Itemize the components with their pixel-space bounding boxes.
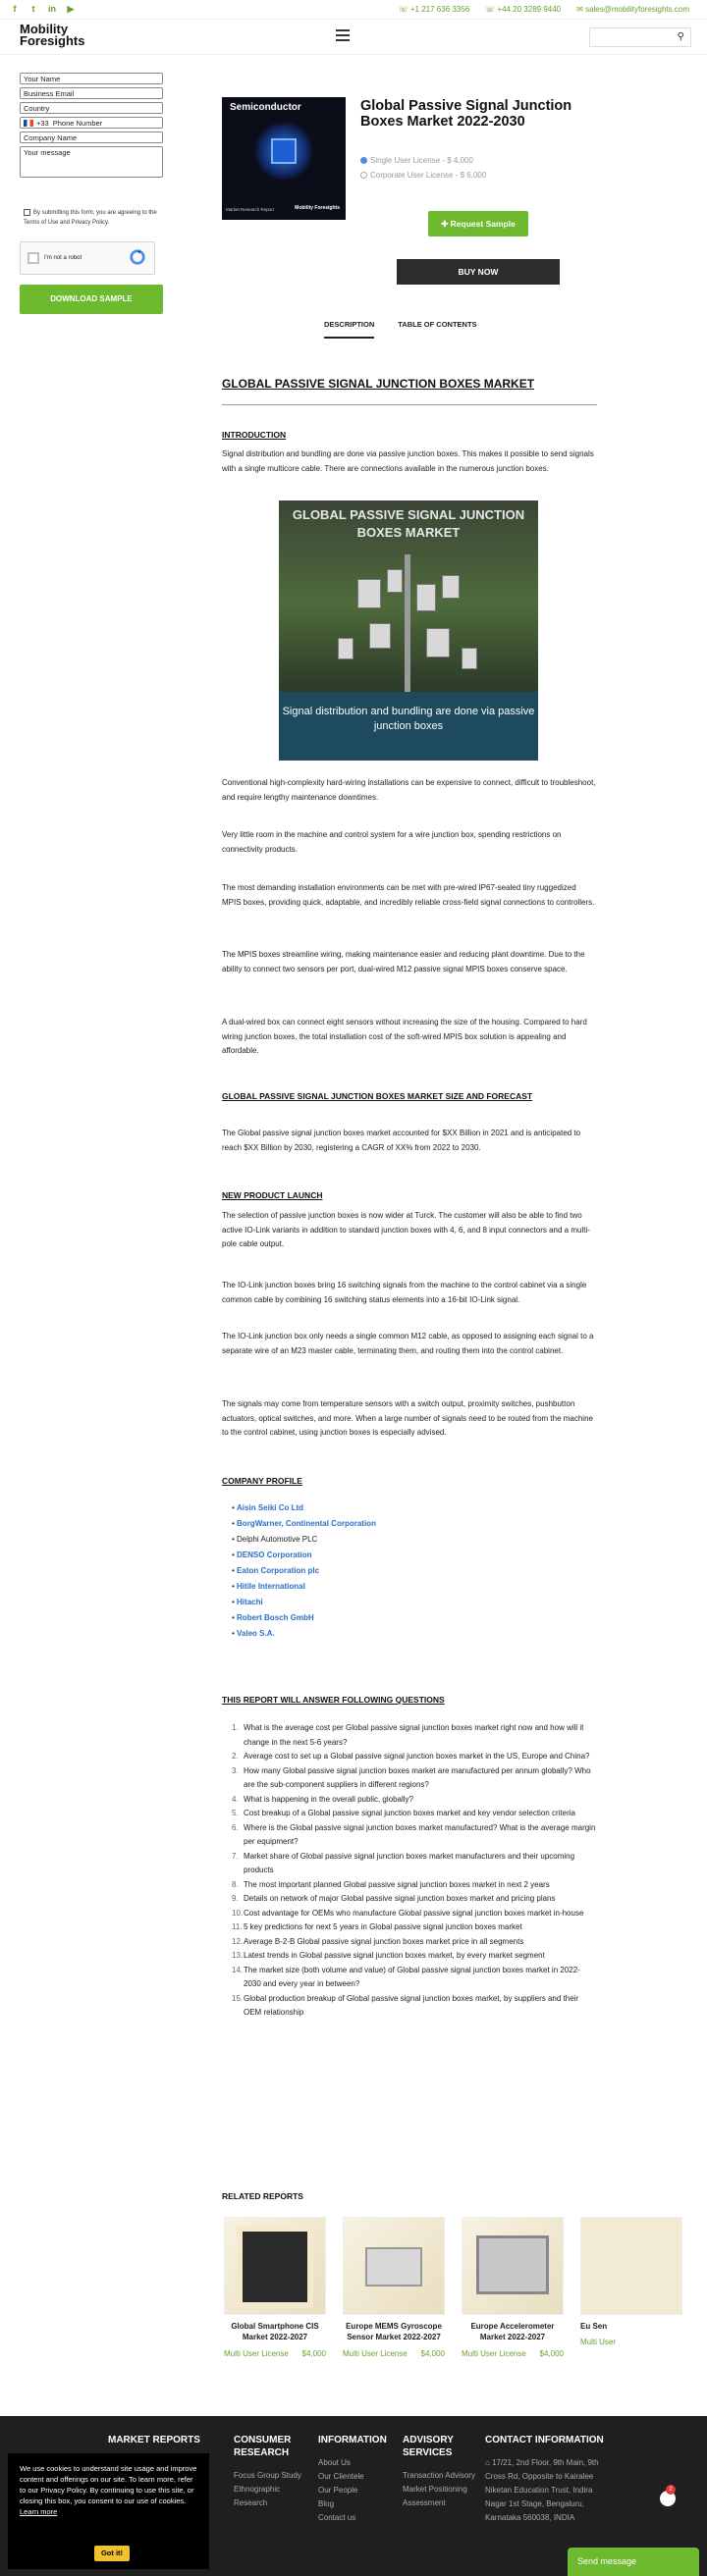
request-sample-button[interactable]: ✚ Request Sample (428, 211, 528, 237)
cover-footer: Market Research Report (226, 207, 275, 212)
paragraph: The signals may come from temperature sensors with a switch output, proximity switches, pushbutton actuators, optical switches, and more. When a large number of signals need to be routed from the machine to the control cabinet, using junction boxes is especially advised. (222, 1399, 593, 1437)
request-sample-label: Request Sample (450, 219, 516, 229)
question-text: Global production breakup of Global passive signal junction boxes market, by suppliers and their OEM relationship (244, 1993, 579, 2017)
logo-line2: Foresights (20, 33, 85, 48)
company-item[interactable] (232, 1516, 376, 1532)
cookie-banner (8, 2453, 209, 2569)
figure-box (357, 579, 381, 608)
phone-field[interactable] (20, 117, 163, 129)
question-number: 9. (232, 1894, 239, 1903)
footer-consumer-research (234, 2434, 312, 2510)
question-number: 2. (232, 1752, 239, 1761)
company-name[interactable]: BorgWarner, Continental Corporation (237, 1519, 376, 1528)
logo-line1: Mobility (20, 22, 69, 36)
related-card-title[interactable]: Eu Sen (580, 2322, 608, 2331)
related-card-title[interactable]: Europe Accelerometer Market 2022-2027 (470, 2322, 555, 2341)
question-number: 15. (232, 1993, 244, 2003)
paragraph: The selection of passive junction boxes is now wider at Turck. The customer will also be able to find two active IO-Link variants in addition to standard junction boxes with 4, 6, and 8 input connectors and a multi-pole cable output. (222, 1211, 590, 1248)
email-field[interactable]: Business Email (20, 87, 163, 99)
footer-advisory (403, 2434, 477, 2510)
footer-address (485, 2456, 613, 2525)
notification-badge: 2 (666, 2485, 676, 2495)
phone-code[interactable]: +33 (36, 119, 49, 128)
cover-title: Semiconductor (230, 102, 301, 113)
company-name[interactable]: Hitile International (237, 1582, 305, 1591)
question-text: 5 key predictions for next 5 years in Global passive signal junction boxes market (244, 1922, 522, 1931)
message-field[interactable]: Your message (20, 146, 163, 178)
related-card-license: Multi User License (462, 2349, 526, 2358)
company-item[interactable] (232, 1610, 376, 1626)
related-card-price: $4,000 (420, 2349, 445, 2358)
question-item (232, 1878, 597, 1893)
company-heading: COMPANY PROFILE (222, 1476, 302, 1486)
phone-uk-link[interactable]: ☏ +44 20 3289 9440 (485, 5, 562, 14)
size-heading: GLOBAL PASSIVE SIGNAL JUNCTION BOXES MARKET SIZE AND FORECAST (222, 1091, 533, 1101)
question-number: 13. (232, 1951, 244, 1960)
related-card-image[interactable] (462, 2217, 564, 2315)
company-list (232, 1500, 376, 1642)
figure-box (442, 575, 460, 599)
consent-checkbox-row[interactable] (24, 208, 161, 228)
question-number: 6. (232, 1822, 239, 1832)
country-field[interactable]: Country (20, 102, 163, 114)
paragraph: The IO-Link junction boxes bring 16 switching signals from the machine to the control cabinet via a single common cable by combining 16 switching status elements into a 16-bit IO-Link signal. (222, 1281, 587, 1304)
figure-box (338, 638, 354, 659)
question-item (232, 1992, 597, 2021)
company-item[interactable] (232, 1595, 376, 1610)
company-name: Delphi Automotive PLC (237, 1535, 318, 1544)
send-message-button[interactable]: Send message (568, 2548, 699, 2576)
facebook-icon[interactable]: f (13, 4, 17, 14)
related-card-license: Multi User (580, 2338, 617, 2346)
related-card[interactable] (462, 2217, 564, 2359)
question-number: 11. (232, 1922, 243, 1931)
learn-more-link[interactable]: Learn more (20, 2507, 58, 2516)
question-number: 3. (232, 1765, 239, 1775)
consent-checkbox[interactable] (24, 209, 30, 216)
footer-link[interactable]: About Us (318, 2458, 351, 2467)
figure-box (369, 623, 391, 649)
company-item[interactable] (232, 1500, 376, 1516)
radio-icon[interactable] (360, 172, 367, 179)
paragraph: A dual-wired box can connect eight sensors without increasing the size of the housing. Compared to hard wiring junction boxes, the total installation cost of the soft-wired MPIS box solution is appealing and affordable. (222, 1018, 587, 1055)
footer-link[interactable]: Our People (318, 2486, 358, 2495)
related-card-price: $4,000 (539, 2349, 564, 2358)
top-bar (0, 0, 707, 20)
question-item (232, 1850, 597, 1878)
company-name[interactable]: Aisin Seiki Co Ltd (237, 1503, 304, 1512)
related-card-image[interactable] (224, 2217, 326, 2315)
question-text: Market share of Global passive signal junction boxes market manufacturers and their upcoming products (244, 1851, 575, 1874)
footer-heading: ADVISORY SERVICES (403, 2435, 454, 2458)
question-item (232, 1821, 597, 1850)
question-number: 4. (232, 1794, 239, 1804)
article-figure (279, 500, 538, 761)
question-text: How many Global passive signal junction boxes market are manufactured per annum globally? Who are the sub-component suppliers in different regions? (244, 1765, 591, 1789)
related-heading: RELATED REPORTS (222, 2191, 303, 2201)
question-item (232, 1750, 597, 1764)
recaptcha[interactable] (20, 241, 155, 275)
linkedin-icon[interactable]: in (48, 4, 56, 14)
address-text: 17/21, 2nd Floor, 9th Main, 9th Cross Rd, Opposite to Kairalee Niketan Education Trust, Indira Nagar 1st Stage, Bengaluru, Karnataka 560038, INDIA (485, 2458, 599, 2522)
buy-now-button[interactable]: BUY NOW (397, 259, 560, 285)
question-item (232, 1807, 597, 1821)
related-card-clip (580, 2217, 617, 2362)
license-corporate-label: Corporate User License - $ 6,000 (370, 171, 487, 180)
footer-link[interactable]: Market Positioning Assessment (403, 2485, 467, 2507)
location-icon: ⌂ (485, 2458, 493, 2467)
recaptcha-icon (129, 248, 146, 266)
question-item (232, 1949, 597, 1964)
footer-link[interactable]: Transaction Advisory (403, 2471, 475, 2480)
related-card-title[interactable]: Global Smartphone CIS Market 2022-2027 (231, 2322, 319, 2341)
question-text: Average B-2-B Global passive signal junction boxes market price in all segments (244, 1936, 524, 1946)
report-cover-image (222, 97, 346, 220)
phone-placeholder: Phone Number (52, 119, 103, 128)
related-card-price: $4,000 (301, 2349, 326, 2358)
question-text: What is the average cost per Global passive signal junction boxes market right now and how will it change in the next 5-6 years? (244, 1723, 584, 1747)
paragraph: The most demanding installation environments can be met with pre-wired IP67-sealed tiny ruggedized MPIS boxes, providing quick, adaptable, and incredibly reliable cross-field signal connections to controllers. (222, 883, 595, 907)
twitter-icon[interactable]: t (31, 4, 35, 14)
footer-link[interactable]: Focus Group Study (234, 2471, 301, 2480)
captcha-checkbox[interactable] (27, 252, 39, 264)
question-item (232, 1920, 597, 1935)
footer-link[interactable]: Blog (318, 2499, 335, 2508)
intro-paragraph: Signal distribution and bundling are done via passive junction boxes. This makes it possible to send signals with a single multicore cable. There are connections available in the numerous junction boxes. (222, 449, 594, 473)
menu-icon[interactable] (336, 29, 350, 41)
size-paragraph: The Global passive signal junction boxes market accounted for $XX Billion in 2021 and is anticipated to reach $XX Billion by 2030, registering a CAGR of XX% from 2022 to 2030. (222, 1129, 581, 1152)
question-number: 8. (232, 1879, 239, 1889)
related-card-title[interactable]: Europe MEMS Gyroscope Sensor Market 2022-2027 (346, 2322, 442, 2341)
launch-heading: NEW PRODUCT LAUNCH (222, 1190, 323, 1200)
question-item (232, 1721, 597, 1750)
paragraph: Very little room in the machine and control system for a wire junction box, spending restrictions on connectivity products. (222, 830, 562, 854)
company-name[interactable]: Hitachi (237, 1598, 263, 1606)
sample-form (20, 73, 163, 181)
search-icon[interactable]: ⚲ (677, 31, 684, 42)
product-title: Global Passive Signal Junction Boxes Market 2022-2030 (360, 98, 572, 130)
license-single[interactable] (360, 153, 486, 168)
download-sample-button[interactable]: DOWNLOAD SAMPLE (20, 285, 163, 314)
question-text: Details on network of major Global passive signal junction boxes market and pricing plans (244, 1894, 556, 1903)
paragraph: The MPIS boxes streamline wiring, making maintenance easier and reducing plant downtime. Due to the ability to connect two sensors per port, dual-wired M12 passive signal MPIS boxes conserve space. (222, 950, 585, 973)
question-item (232, 1764, 597, 1793)
question-item (232, 1907, 597, 1921)
question-text: Where is the Global passive signal junction boxes market manufactured? What is the average margin per equipment? (244, 1822, 596, 1846)
phone-uk-text: +44 20 3289 9440 (497, 5, 562, 14)
company-field[interactable]: Company Name (20, 131, 163, 143)
question-text: Average cost to set up a Global passive signal junction boxes market in the US, Europe and China? (244, 1752, 590, 1761)
company-item (232, 1532, 376, 1548)
cookie-ok-button[interactable]: Got it! (94, 2546, 130, 2561)
footer-link[interactable]: Contact us (318, 2513, 356, 2522)
question-number: 12. (232, 1936, 244, 1946)
license-single-label: Single User License - $ 4,000 (370, 156, 473, 165)
consent-text: By submitting this form, you are agreeing to the Terms of Use and Privacy Policy. (24, 210, 157, 226)
question-item (232, 1892, 597, 1907)
company-item[interactable] (232, 1548, 376, 1563)
footer-information (318, 2434, 387, 2525)
figure-box (426, 628, 450, 657)
footer-contact (485, 2434, 613, 2525)
radio-icon[interactable] (360, 157, 367, 164)
related-card[interactable] (224, 2217, 326, 2359)
cookie-text: We use cookies to understand site usage and improve content and offerings on our site. To learn more, refer to our Privacy Policy. By continuing to use this site, or closing this box, you consent to our use of cookies. (20, 2464, 197, 2505)
site-logo[interactable] (20, 24, 98, 53)
related-card-image[interactable] (580, 2217, 682, 2315)
chip-core (271, 138, 297, 164)
paragraph: Conventional high-complexity hard-wiring installations can be expensive to connect, difficult to troubleshoot, and require lengthy maintenance downtimes. (222, 778, 596, 802)
question-text: The market size (both volume and value) of Global passive signal junction boxes market in 2022-2030 and every year in between? (244, 1965, 580, 1988)
email-text: sales@mobilityforesights.com (585, 5, 689, 14)
question-number: 14. (232, 1965, 244, 1974)
search-input[interactable] (589, 27, 691, 47)
question-number: 7. (232, 1851, 239, 1861)
questions-heading: THIS REPORT WILL ANSWER FOLLOWING QUESTIONS (222, 1695, 445, 1705)
company-name[interactable]: Eaton Corporation plc (237, 1566, 320, 1575)
question-item (232, 1964, 597, 1992)
social-links (10, 4, 76, 14)
company-item[interactable] (232, 1579, 376, 1595)
related-card[interactable] (343, 2217, 445, 2359)
question-text: What is happening in the overall public, globally? (244, 1794, 413, 1804)
related-card-license: Multi User License (224, 2349, 289, 2358)
license-corporate[interactable] (360, 168, 486, 183)
phone-us-link[interactable]: ☏ +1 217 636 3356 (398, 5, 470, 14)
question-number: 10. (232, 1908, 244, 1918)
tab-description[interactable]: DESCRIPTION (324, 320, 374, 339)
nav-bar (0, 20, 707, 55)
figure-box (387, 569, 403, 593)
figure-box (462, 648, 477, 669)
company-name[interactable]: Valeo S.A. (237, 1629, 275, 1638)
cover-logo: Mobility Foresights (295, 205, 340, 211)
related-card-license: Multi User License (343, 2349, 408, 2358)
email-link[interactable]: ✉ sales@mobilityforesights.com (576, 5, 689, 14)
figure-box (416, 584, 436, 611)
tab-table-of-contents[interactable]: TABLE OF CONTENTS (398, 320, 477, 329)
youtube-icon[interactable]: ▶ (67, 4, 75, 14)
footer-heading: INFORMATION (318, 2435, 387, 2445)
company-item[interactable] (232, 1563, 376, 1579)
company-name[interactable]: DENSO Corporation (237, 1551, 312, 1559)
question-text: Latest trends in Global passive signal junction boxes market, by every market segment (244, 1951, 545, 1960)
question-list (232, 1721, 597, 2021)
related-card[interactable] (580, 2217, 682, 2346)
name-field[interactable]: Your Name (20, 73, 163, 84)
flag-icon[interactable] (24, 120, 33, 127)
paragraph: The IO-Link junction box only needs a single common M12 cable, as opposed to assigning each signal to a separate wire of an M23 master cable, terminating them, and routing them into the control cabinet. (222, 1332, 594, 1355)
figure-caption: Signal distribution and bundling are done via passive junction boxes (282, 706, 535, 732)
related-card-image[interactable] (343, 2217, 445, 2315)
intro-heading: INTRODUCTION (222, 430, 287, 440)
footer-heading: CONTACT INFORMATION (485, 2435, 604, 2445)
footer-link[interactable]: Ethnographic Research (234, 2485, 281, 2507)
license-options (360, 153, 486, 183)
contact-links (399, 5, 689, 14)
company-item[interactable] (232, 1626, 376, 1642)
question-text: Cost breakup of a Global passive signal junction boxes market and key vendor selection criteria (244, 1809, 575, 1817)
captcha-label: I'm not a robot (44, 255, 82, 261)
question-text: Cost advantage for OEMs who manufacture Global passive signal junction boxes market in-house (244, 1908, 584, 1918)
footer-link[interactable]: Our Clientele (318, 2472, 364, 2481)
figure-title: GLOBAL PASSIVE SIGNAL JUNCTION BOXES MARKET (292, 507, 525, 540)
question-item (232, 1935, 597, 1950)
question-text: The most important planned Global passive signal junction boxes market in next 2 years (244, 1879, 550, 1889)
footer-heading: CONSUMER RESEARCH (234, 2435, 292, 2458)
article-title: GLOBAL PASSIVE SIGNAL JUNCTION BOXES MARKET (222, 377, 535, 391)
company-name[interactable]: Robert Bosch GmbH (237, 1613, 314, 1622)
footer-heading[interactable]: MARKET REPORTS (108, 2435, 200, 2445)
divider (222, 404, 597, 405)
content-tabs (324, 320, 477, 339)
question-item (232, 1793, 597, 1808)
phone-us-text: +1 217 636 3356 (409, 5, 470, 14)
question-number: 1. (232, 1723, 239, 1732)
question-number: 5. (232, 1809, 239, 1817)
